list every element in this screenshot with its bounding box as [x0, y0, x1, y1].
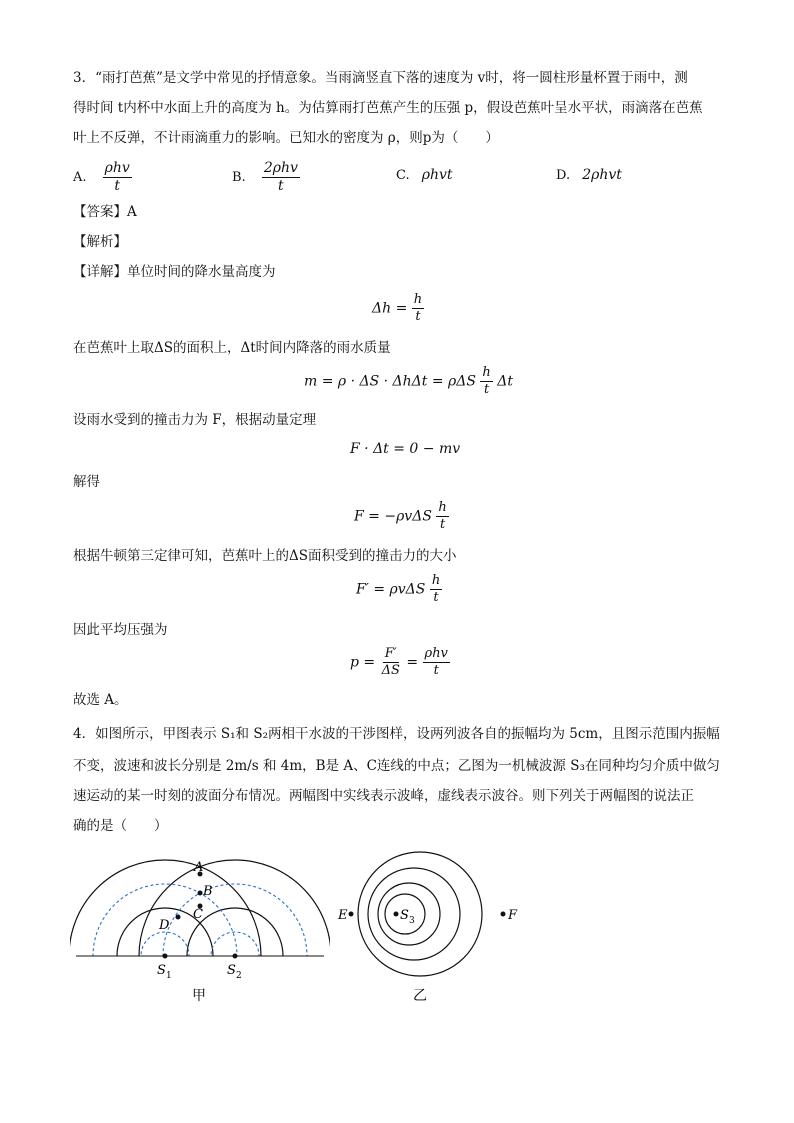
q3-line-2: 得时间 t内杯中水面上升的高度为 h。为估算雨打芭蕉产生的压强 p，假设芭蕉叶呈水平状，雨滴落在芭蕉	[73, 100, 703, 116]
fraction-denominator: t	[433, 663, 439, 678]
fraction-denominator: t	[483, 382, 490, 397]
equation-6	[350, 646, 450, 679]
interference-figure	[70, 850, 330, 1005]
label-b: B	[203, 884, 213, 899]
equation-rhs: Δt	[497, 373, 513, 390]
label-d: D	[159, 918, 170, 933]
equation-4	[354, 500, 449, 533]
fraction-numerator: 2ρhv	[263, 160, 298, 176]
label-s2-subscript: 2	[236, 971, 242, 981]
point-d	[176, 915, 181, 920]
fraction-denominator: t	[114, 178, 121, 194]
point-e	[349, 912, 354, 917]
point-s2	[233, 954, 238, 959]
s2-trough-2	[163, 884, 307, 1005]
label-c: C	[193, 907, 203, 922]
equals-sign: =	[406, 654, 419, 671]
q3-option-b	[232, 160, 300, 195]
point-s1	[163, 954, 168, 959]
s1-trough-2	[93, 884, 237, 1005]
label-s1-subscript: 1	[166, 971, 172, 981]
fraction-numerator: h	[431, 573, 441, 588]
detail-text: 【详解】单位时间的降水量高度为	[73, 264, 276, 280]
q3-line-1: 3．“雨打芭蕉”是文学中常见的抒情意象。当雨滴竖直下落的速度为 v时，将一圆柱形量杯置于雨中，测	[73, 70, 688, 86]
equation-fraction	[480, 365, 492, 398]
fraction-numerator: ρhv	[424, 646, 448, 661]
fraction-denominator: t	[439, 517, 446, 532]
q4-line-2: 不变，波速和波长分别是 2m/s 和 4m，B是 A、C连线的中点；乙图为一机械波源 S₃在同种均匀介质中做匀	[73, 758, 720, 774]
point-s3	[394, 912, 399, 917]
caption-jia: 甲	[192, 988, 206, 1004]
q4-line-3: 速运动的某一时刻的波面分布情况。两幅图中实线表示波峰，虚线表示波谷。则下列关于两幅图的说法正	[73, 788, 694, 804]
label-f: F	[508, 908, 518, 923]
option-label: D.	[556, 168, 571, 183]
label-e: E	[338, 908, 348, 923]
option-label: C.	[396, 168, 410, 183]
q3-option-c	[396, 167, 453, 183]
option-label: B.	[232, 170, 246, 185]
equation-lhs: Δh =	[372, 300, 408, 317]
q3-option-a	[73, 160, 132, 195]
answer-label: 【答案】A	[73, 204, 137, 220]
fraction-denominator: t	[433, 590, 439, 605]
text-mass: 在芭蕉叶上取ΔS的面积上，Δt时间内降落的雨水质量	[73, 340, 391, 356]
option-label: A.	[73, 170, 87, 185]
equation-3: F · Δt = 0 − mv	[350, 441, 461, 457]
option-c-expression: ρhvt	[421, 167, 453, 183]
fraction-denominator: t	[278, 178, 284, 194]
equation-lhs: m = ρ · ΔS · ΔhΔt = ρΔS	[304, 373, 476, 390]
q4-line-4: 确的是（ ）	[73, 818, 168, 834]
wavefront-3	[378, 883, 440, 945]
equation-fraction-1	[380, 646, 402, 679]
equation-lhs: F = −ρvΔS	[354, 508, 432, 525]
fraction-numerator: F′	[384, 646, 397, 661]
label-s2: S	[227, 963, 236, 978]
label-s1: S	[157, 963, 166, 978]
q3-line-3: 叶上不反弹，不计雨滴重力的影响。已知水的密度为 ρ，则p为（ ）	[73, 130, 499, 146]
label-s3: S	[400, 908, 409, 923]
equation-fraction-2	[423, 646, 450, 679]
label-s3-subscript: 3	[409, 916, 415, 926]
equation-2	[304, 365, 513, 398]
point-b	[198, 891, 203, 896]
fraction-numerator: ρhv	[104, 160, 130, 176]
moving-source-figure	[330, 850, 530, 1005]
fraction-numerator: h	[413, 292, 423, 307]
text-newton: 根据牛顿第三定律可知，芭蕉叶上的ΔS面积受到的撞击力的大小	[73, 548, 457, 564]
option-a-fraction	[103, 160, 132, 195]
equation-lhs: F′ = ρvΔS	[356, 581, 426, 598]
text-force: 设雨水受到的撞击力为 F，根据动量定理	[73, 412, 317, 428]
equation-fraction	[412, 292, 424, 325]
option-d-expression: 2ρhvt	[582, 167, 622, 183]
fraction-numerator: h	[482, 365, 491, 380]
q4-line-1: 4．如图所示，甲图表示 S₁和 S₂两相干水波的干涉图样，设两列波各自的振幅均为 5cm，且图示范围内振幅	[73, 726, 720, 742]
wavefront-1	[358, 852, 482, 976]
label-a: A	[194, 860, 204, 875]
analysis-label: 【解析】	[73, 234, 127, 250]
text-solve: 解得	[73, 474, 100, 490]
point-f	[501, 912, 506, 917]
option-b-fraction	[262, 160, 300, 195]
equation-fraction	[436, 500, 448, 533]
text-pressure: 因此平均压强为	[73, 622, 168, 638]
fraction-denominator: ΔS	[381, 663, 400, 678]
equation-lhs: p =	[350, 654, 376, 671]
equation-1	[372, 292, 424, 325]
q3-option-d	[556, 167, 622, 183]
conclusion-text: 故选 A。	[73, 692, 128, 708]
fraction-numerator: h	[438, 500, 447, 515]
wavefront-2	[368, 868, 460, 960]
fraction-denominator: t	[415, 309, 421, 324]
equation-5	[356, 573, 442, 606]
equation-fraction	[430, 573, 442, 606]
caption-yi: 乙	[413, 988, 427, 1004]
